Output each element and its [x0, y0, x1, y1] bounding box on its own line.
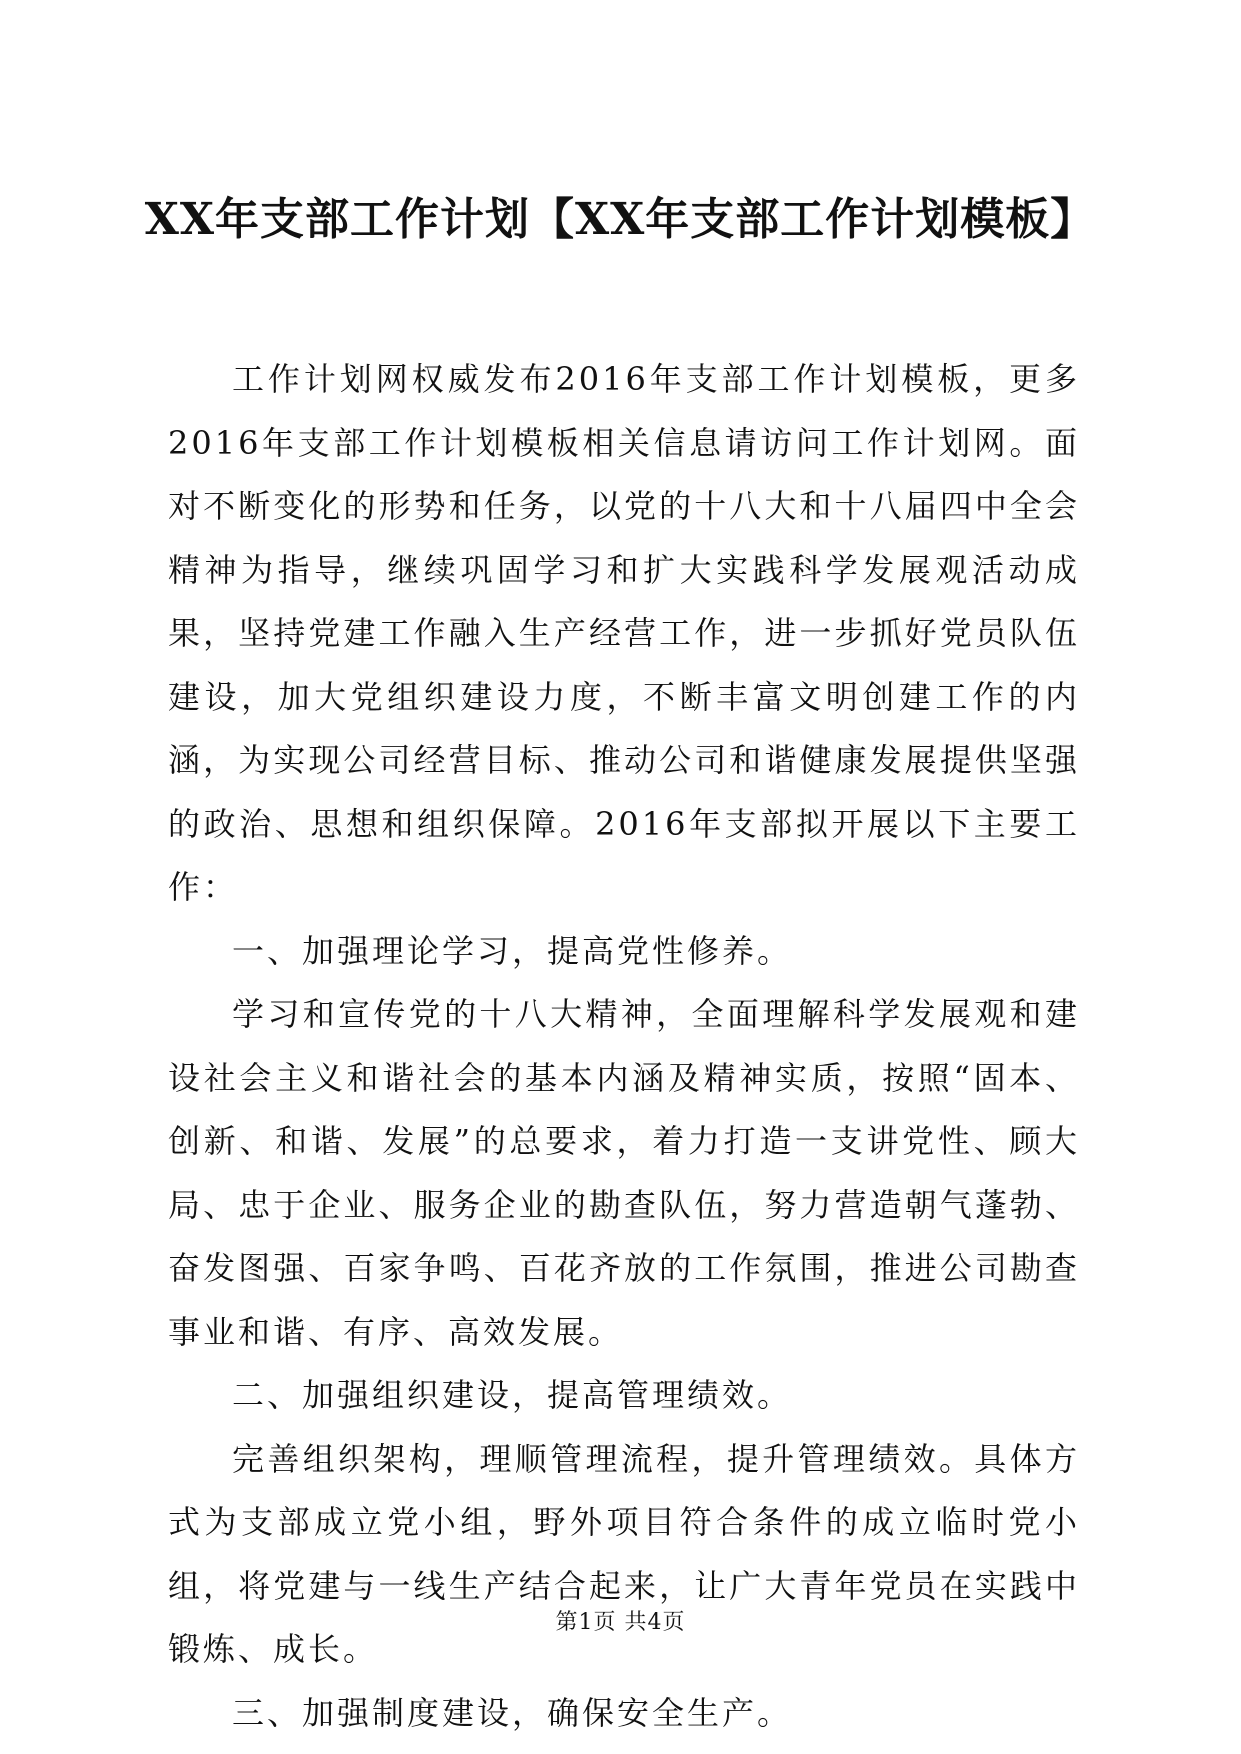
section-paragraph-1: 学习和宣传党的十八大精神，全面理解科学发展观和建设社会主义和谐社会的基本内涵及精神实质，按照“固本、创新、和谐、发展”的总要求，着力打造一支讲党性、顾大局、忠于企业、服务企业的勘查队伍，努力营造朝气蓬勃、奋发图强、百家争鸣、百花齐放的工作氛围，推进公司勘查事业和谐、有序、高效发展。: [168, 995, 1080, 1351]
intro-paragraph: 工作计划网权威发布2016年支部工作计划模板，更多2016年支部工作计划模板相关信息请访问工作计划网。面对不断变化的形势和任务，以党的十八大和十八届四中全会精神为指导，继续巩固学习和扩大实践科学发展观活动成果，坚持党建工作融入生产经营工作，进一步抓好党员队伍建设，加大党组织建设力度，不断丰富文明创建工作的内涵，为实现公司经营目标、推动公司和谐健康发展提供坚强的政治、思想和组织保障。2016年支部拟开展以下主要工作：: [168, 360, 1080, 906]
section-heading-3: 三、加强制度建设，确保安全生产。: [232, 1693, 793, 1732]
document-title: XX年支部工作计划【XX年支部工作计划模板】: [144, 194, 1096, 245]
section-heading-2: 二、加强组织建设，提高管理绩效。: [232, 1376, 793, 1414]
document-body: [168, 348, 1080, 1745]
section-paragraph-2: 完善组织架构，理顺管理流程，提升管理绩效。具体方式为支部成立党小组，野外项目符合条件的成立临时党小组，将党建与一线生产结合起来，让广大青年党员在实践中锻炼、成长。: [168, 1439, 1080, 1668]
section-heading-1: 一、加强理论学习，提高党性修养。: [232, 931, 793, 970]
page-number-footer: 第1页 共4页: [555, 1610, 686, 1635]
